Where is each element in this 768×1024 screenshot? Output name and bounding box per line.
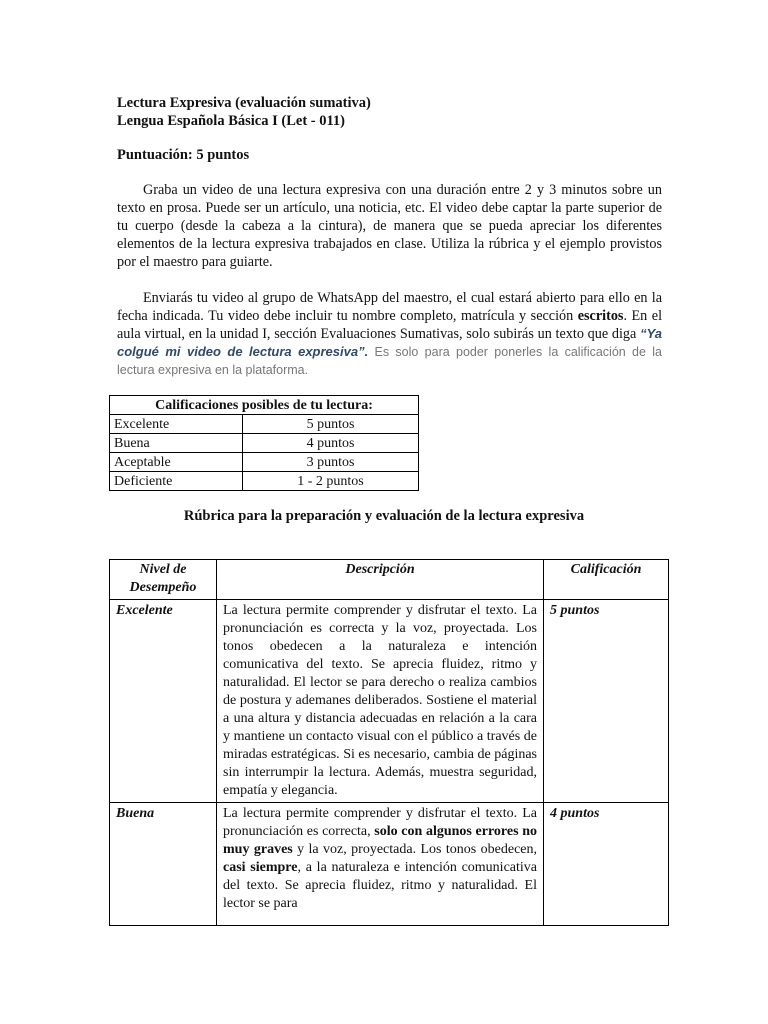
desc-text-d: , a la naturaleza e intención comunicativa del texto. Se aprecia fluidez, ritmo y naturalidad. El lector se para: [223, 860, 537, 911]
rubric-grade: 4 puntos: [544, 803, 669, 926]
rubric-description: [217, 803, 544, 926]
score-heading: Puntuación: 5 puntos: [117, 147, 250, 163]
rubric-grade: 5 puntos: [544, 600, 669, 803]
desc-bold-1: solo con algunos errores no muy graves: [223, 824, 537, 857]
table-row: [110, 472, 419, 491]
p2-bold-escritos: escritos: [577, 308, 624, 324]
instructions-paragraph-2: [117, 289, 662, 379]
rubric-table: [109, 559, 669, 926]
table-row: [110, 600, 669, 803]
desc-bold-2: casi siempre: [223, 860, 298, 875]
grade-level: Buena: [110, 434, 243, 453]
rubric-title: Rúbrica para la preparación y evaluación de la lectura expresiva: [183, 508, 585, 524]
desc-text-c: y la voz, proyectada. Los tonos obedecen,: [292, 842, 537, 857]
rubric-description: La lectura permite comprender y disfrutar el texto. La pronunciación es correcta y la voz, proyectada. Los tonos obedecen a la naturaleza e intención comunicativa del texto. Se aprecia fluidez, ritmo y naturalidad. El lector se para derecho o realiza cambios de postura y ademanes deliberados. Sostiene el material a una altura y distancia adecuadas en relación a la cara y mantiene un contacto visual con el público a través de miradas estratégicas. Si es necesario, cambia de páginas sin interrumpir la lectura. Además, muestra seguridad, empatía y elegancia.: [217, 600, 544, 803]
col-header-grade: Calificación: [544, 560, 669, 600]
p2-tail: Es solo para poder ponerles la calificación de la lectura expresiva en la plataforma.: [117, 345, 662, 377]
grade-points: 1 - 2 puntos: [243, 472, 419, 491]
grades-header: Calificaciones posibles de tu lectura:: [110, 396, 419, 415]
grades-header-row: [110, 396, 419, 415]
col-header-description: Descripción: [217, 560, 544, 600]
p2-quote: “Ya colgué mi video de lectura expresiva”.: [117, 326, 662, 359]
grade-points: 5 puntos: [243, 415, 419, 434]
grade-level: Deficiente: [110, 472, 243, 491]
grade-level: Excelente: [110, 415, 243, 434]
rubric-header-row: [110, 560, 669, 600]
rubric-level: Excelente: [110, 600, 217, 803]
table-row: [110, 434, 419, 453]
p2-text-1: Enviarás tu video al grupo de WhatsApp del maestro, el cual estará abierto para ello en la fecha indicada. Tu video debe incluir tu nombre completo, matrícula y sección: [117, 290, 662, 324]
col-header-level: Nivel de Desempeño: [110, 560, 217, 600]
grade-points: 3 puntos: [243, 453, 419, 472]
document-title: [117, 94, 371, 130]
p2-text-2: . En el aula virtual, en la unidad I, sección Evaluaciones Sumativas, solo subirás un texto que diga: [117, 308, 663, 342]
table-row: [110, 803, 669, 926]
table-row: [110, 453, 419, 472]
table-row: [110, 415, 419, 434]
rubric-level: Buena: [110, 803, 217, 926]
grades-table: [109, 395, 419, 491]
desc-text-a: La lectura permite comprender y disfrutar el texto. La pronunciación es correcta,: [223, 806, 537, 839]
title-line-1: Lectura Expresiva (evaluación sumativa): [117, 95, 371, 111]
instructions-paragraph-1: Graba un video de una lectura expresiva con una duración entre 2 y 3 minutos sobre un texto en prosa. Puede ser un artículo, una noticia, etc. El video debe captar la parte superior de tu cuerpo (desde la cabeza a la cintura), de manera que se pueda apreciar los diferentes elementos de la lectura expresiva trabajados en clase. Utiliza la rúbrica y el ejemplo provistos por el maestro para guiarte.: [117, 182, 662, 270]
grade-points: 4 puntos: [243, 434, 419, 453]
title-line-2: Lengua Española Básica I (Let - 011): [117, 113, 345, 129]
grade-level: Aceptable: [110, 453, 243, 472]
